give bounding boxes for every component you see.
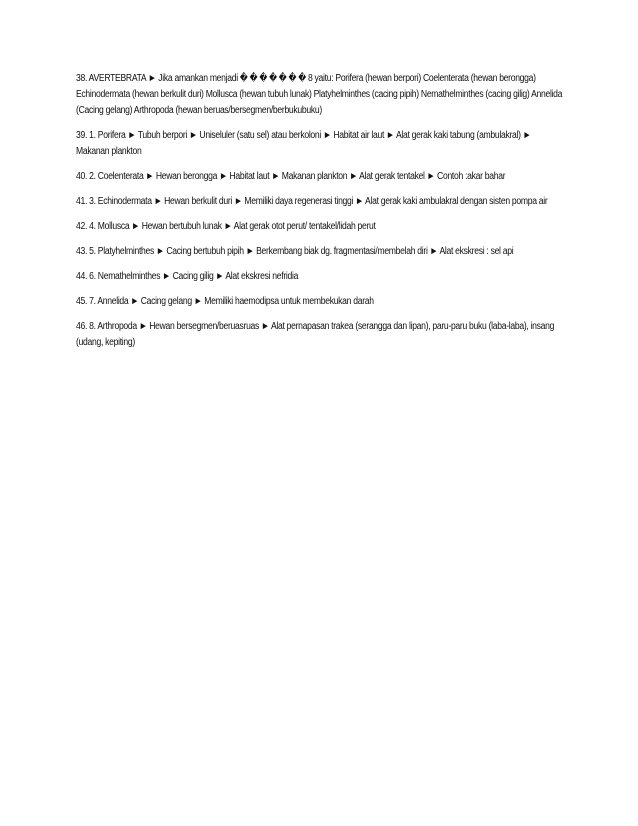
paragraph-44: 44. 6. Nemathelminthes ► Cacing gilig ► Alat ekskresi nefridia xyxy=(76,271,299,282)
paragraph-39: 39. 1. Porifera ► Tubuh berpori ► Uniseluler (satu sel) atau berkoloni ► Habitat air laut ► Alat gerak kaki tabung (ambulakral) ► Makanan plankton xyxy=(76,130,531,157)
paragraph-38: 38. AVERTEBRATA ► Jika amankan menjadi � � � � � � � 8 yaitu: Porifera (hewan berpori) Coelenterata (hewan berongga) Echinodermata (hewan berkulit duri) Mollusca (hewan tubuh lunak) Platyhelminthes (cacing pipih) Nemathelminthes (cacing gilig) Annelida (Cacing gelang) Arthropoda (hewan beruas/bersegmen/berbukubuku) xyxy=(76,73,563,116)
paragraph-40: 40. 2. Coelenterata ► Hewan berongga ► Habitat laut ► Makanan plankton ► Alat gerak tentakel ► Contoh :akar bahar xyxy=(76,171,506,182)
paragraph-46: 46. 8. Arthropoda ► Hewan bersegmen/beruasruas ► Alat pernapasan trakea (serangga dan lipan), paru-paru buku (laba-laba), insang (udang, kepiting) xyxy=(76,321,555,348)
paragraph-41: 41. 3. Echinodermata ► Hewan berkulit duri ► Memiliki daya regenerasi tinggi ► Alat gerak kaki ambulakral dengan sisten pompa air xyxy=(76,196,548,207)
paragraph-43: 43. 5. Platyhelminthes ► Cacing bertubuh pipih ► Berkembang biak dg. fragmentasi/membelah diri ► Alat ekskresi : sel api xyxy=(76,246,514,257)
paragraph-42: 42. 4. Mollusca ► Hewan bertubuh lunak ► Alat gerak otot perut/ tentakel/lidah perut xyxy=(76,221,376,232)
document-body xyxy=(76,71,564,360)
paragraph-45: 45. 7. Annelida ► Cacing gelang ► Memiliki haemodipsa untuk membekukan darah xyxy=(76,296,374,307)
